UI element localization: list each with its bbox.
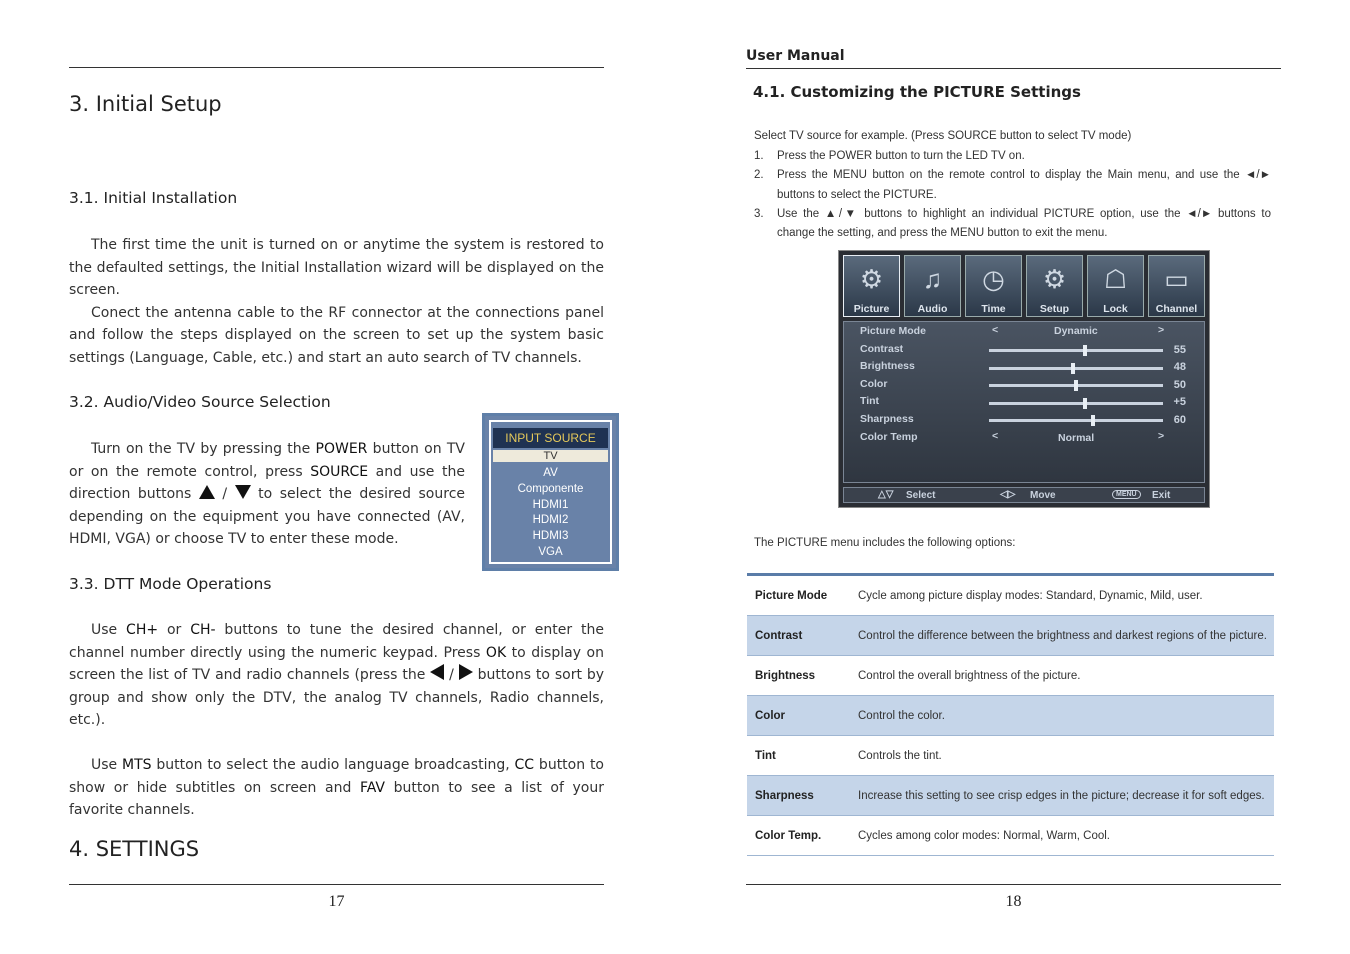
intro-text: Select TV source for example. (Press SOURCE button to select TV mode) (754, 130, 1132, 142)
tab-audio: ♫ Audio (904, 255, 961, 317)
step-text: Press the POWER button to turn the LED TV on. (777, 150, 1025, 162)
monitor-icon: ▭ (1164, 264, 1189, 294)
option-name: Contrast (755, 630, 803, 642)
left-bottom-rule (69, 884, 604, 885)
tv-row-label: Brightness (860, 360, 915, 372)
option-desc: Control the overall brightness of the picture. (858, 669, 1081, 682)
tv-picture-settings-panel (843, 321, 1205, 483)
keyword-ch-minus: CH- (190, 622, 216, 638)
footer-select-label: Select (906, 490, 936, 501)
paragraph-initial-installation (69, 234, 604, 370)
tv-arrow-left: < (992, 324, 999, 336)
option-desc: Cycles among color modes: Normal, Warm, Cool. (858, 829, 1111, 842)
table-row (747, 776, 1274, 816)
keyword-fav: FAV (359, 779, 385, 796)
keyword-cc: CC (514, 756, 535, 773)
clock-icon: ◷ (982, 264, 1005, 294)
step-text: change the setting, and press the MENU button to exit the menu. (777, 227, 1108, 239)
input-source-item: Componente (517, 483, 584, 495)
option-name: Picture Mode (755, 590, 828, 602)
options-intro: The PICTURE menu includes the following options: (754, 537, 1016, 549)
heading-source-selection: 3.2. Audio/Video Source Selection (69, 393, 331, 411)
tv-picture-menu-screenshot (838, 250, 1210, 508)
heading-initial-installation: 3.1. Initial Installation (69, 189, 238, 207)
tv-row-label: Picture Mode (860, 325, 926, 337)
tv-row-label: Tint (860, 395, 880, 407)
picture-options-table (747, 573, 1274, 856)
section-title-settings: 4. SETTINGS (69, 837, 200, 861)
table-row (747, 816, 1274, 856)
paragraph-source-selection: Turn on the TV by pressing the POWER button on TV or on the remote control, press SOURCE and use the direction buttons / to select the desired source depending on the equipment you have connected (AV, HDMI, VGA) or choose TV to enter these mode. (69, 441, 466, 548)
input-source-item: HDMI3 (532, 530, 569, 542)
page-number-left: 17 (328, 893, 345, 910)
tv-arrow-right: > (1158, 324, 1165, 336)
option-name: Brightness (755, 670, 816, 682)
section-title-initial-setup: 3. Initial Setup (69, 92, 222, 116)
tv-arrow-left: < (992, 430, 999, 442)
running-header: User Manual (746, 48, 845, 64)
option-desc: Cycle among picture display modes: Standard, Dynamic, Mild, user. (858, 589, 1203, 602)
paragraph-text: The first time the unit is turned on or anytime the system is restored to the defaulted settings, the Initial Installation wizard will be displayed on the screen. (69, 237, 604, 299)
tv-slider-knob (1091, 415, 1095, 426)
option-desc: Controls the tint. (858, 749, 942, 762)
table-row (747, 616, 1274, 656)
input-source-title: INPUT SOURCE (493, 428, 608, 448)
arrow-left-icon (430, 664, 444, 680)
tv-row-value: Normal (1058, 432, 1095, 444)
tv-slider-track (989, 367, 1163, 370)
option-desc: Control the difference between the brightness and darkest regions of the picture. (858, 629, 1267, 642)
tv-row-value: 55 (1173, 344, 1186, 356)
arrow-right-icon (459, 664, 473, 680)
tv-menu-footer (843, 487, 1205, 503)
right-top-rule (746, 68, 1281, 69)
table-row (747, 736, 1274, 776)
tab-lock: ☖ Lock (1087, 255, 1144, 317)
option-desc: Increase this setting to see crisp edges in the picture; decrease it for soft edges. (858, 789, 1265, 802)
tab-channel: ▭ Channel (1148, 255, 1205, 317)
tv-row-value: 60 (1173, 414, 1186, 426)
paragraph-dtt-mode: Use CH+ or CH- buttons to tune the desired channel, or enter the channel number directly using the numeric keypad. Press OK to display on screen the list of TV and radio channels (press the / buttons to sort by group and show only the DTV, the analog TV channels, Radio channels, etc.). Use MTS button to select the audio language broadcasting, CC button to show or hide subtitles on screen and FAV button to see a list of your favorite channels. (69, 622, 605, 819)
subsection-title-picture: 4.1. Customizing the PICTURE Settings (753, 83, 1081, 101)
heading-dtt-mode: 3.3. DTT Mode Operations (69, 575, 272, 593)
tv-slider-knob (1074, 380, 1078, 391)
input-source-selected: TV (493, 450, 608, 462)
menu-button-icon: MENU (1112, 490, 1141, 499)
keyword-mts: MTS (122, 756, 152, 773)
gear-icon: ⚙ (1042, 264, 1067, 294)
input-source-item: AV (543, 467, 558, 479)
move-arrows-icon: ◁▷ (1000, 489, 1016, 500)
music-note-icon: ♫ (922, 264, 943, 294)
input-source-menu (482, 413, 619, 571)
tab-picture: ⚙ Picture (843, 255, 900, 317)
option-name: Color (755, 710, 786, 722)
input-source-item: HDMI1 (532, 499, 569, 511)
tv-slider-knob (1083, 345, 1087, 356)
page-number-right: 18 (1005, 893, 1022, 910)
step-text: buttons to select the PICTURE. (777, 189, 937, 201)
camera-icon: ⚙ (859, 264, 884, 294)
lock-icon: ☖ (1103, 264, 1128, 294)
step-number: 1. (754, 150, 764, 162)
tv-row-label: Sharpness (860, 413, 914, 425)
left-top-rule (69, 67, 604, 68)
tv-slider-track (989, 402, 1163, 405)
table-row (747, 696, 1274, 736)
option-name: Tint (755, 750, 776, 762)
keyword-source: SOURCE (310, 463, 369, 480)
tv-slider-knob (1083, 398, 1087, 409)
arrow-up-icon (199, 485, 215, 499)
input-source-item: VGA (538, 546, 563, 558)
tab-time: ◷ Time (965, 255, 1022, 317)
tv-row-label: Color (860, 378, 888, 390)
tv-slider-track (989, 419, 1163, 422)
tv-row-label: Contrast (860, 343, 904, 355)
tv-row-value: +5 (1173, 396, 1186, 408)
step-text: Use the ▲/▼ buttons to highlight an individual PICTURE option, use the ◄/► buttons to (777, 208, 1271, 220)
step-number: 3. (754, 208, 764, 220)
tv-arrow-right: > (1158, 430, 1165, 442)
tv-slider-track (989, 384, 1163, 387)
option-name: Color Temp. (755, 830, 822, 842)
keyword-power: POWER (315, 441, 368, 457)
option-desc: Control the color. (858, 709, 945, 722)
step-number: 2. (754, 169, 764, 181)
tv-row-value: 48 (1173, 361, 1186, 373)
table-row (747, 576, 1274, 616)
tv-slider-knob (1071, 363, 1075, 374)
tv-row-label: Color Temp (860, 431, 918, 443)
select-arrows-icon: △▽ (878, 489, 894, 500)
table-row (747, 656, 1274, 696)
keyword-ch-plus: CH+ (126, 622, 159, 638)
arrow-down-icon (235, 485, 251, 499)
footer-exit-label: Exit (1152, 490, 1171, 501)
paragraph-text: Conect the antenna cable to the RF connector at the connections panel and follow the steps displayed on the screen to set up the system basic settings (Language, Cable, etc.) and start an auto search of TV channels. (69, 304, 604, 366)
step-text: Press the MENU button on the remote control to display the Main menu, and use the ◄/► (777, 169, 1271, 181)
right-bottom-rule (746, 884, 1281, 885)
footer-move-label: Move (1030, 490, 1056, 501)
tab-setup: ⚙ Setup (1026, 255, 1083, 317)
tv-row-value: Dynamic (1054, 325, 1098, 337)
input-source-item: HDMI2 (532, 514, 569, 526)
tv-row-value: 50 (1173, 379, 1186, 391)
keyword-ok: OK (485, 644, 507, 661)
option-name: Sharpness (755, 790, 814, 802)
tv-slider-track (989, 349, 1163, 352)
